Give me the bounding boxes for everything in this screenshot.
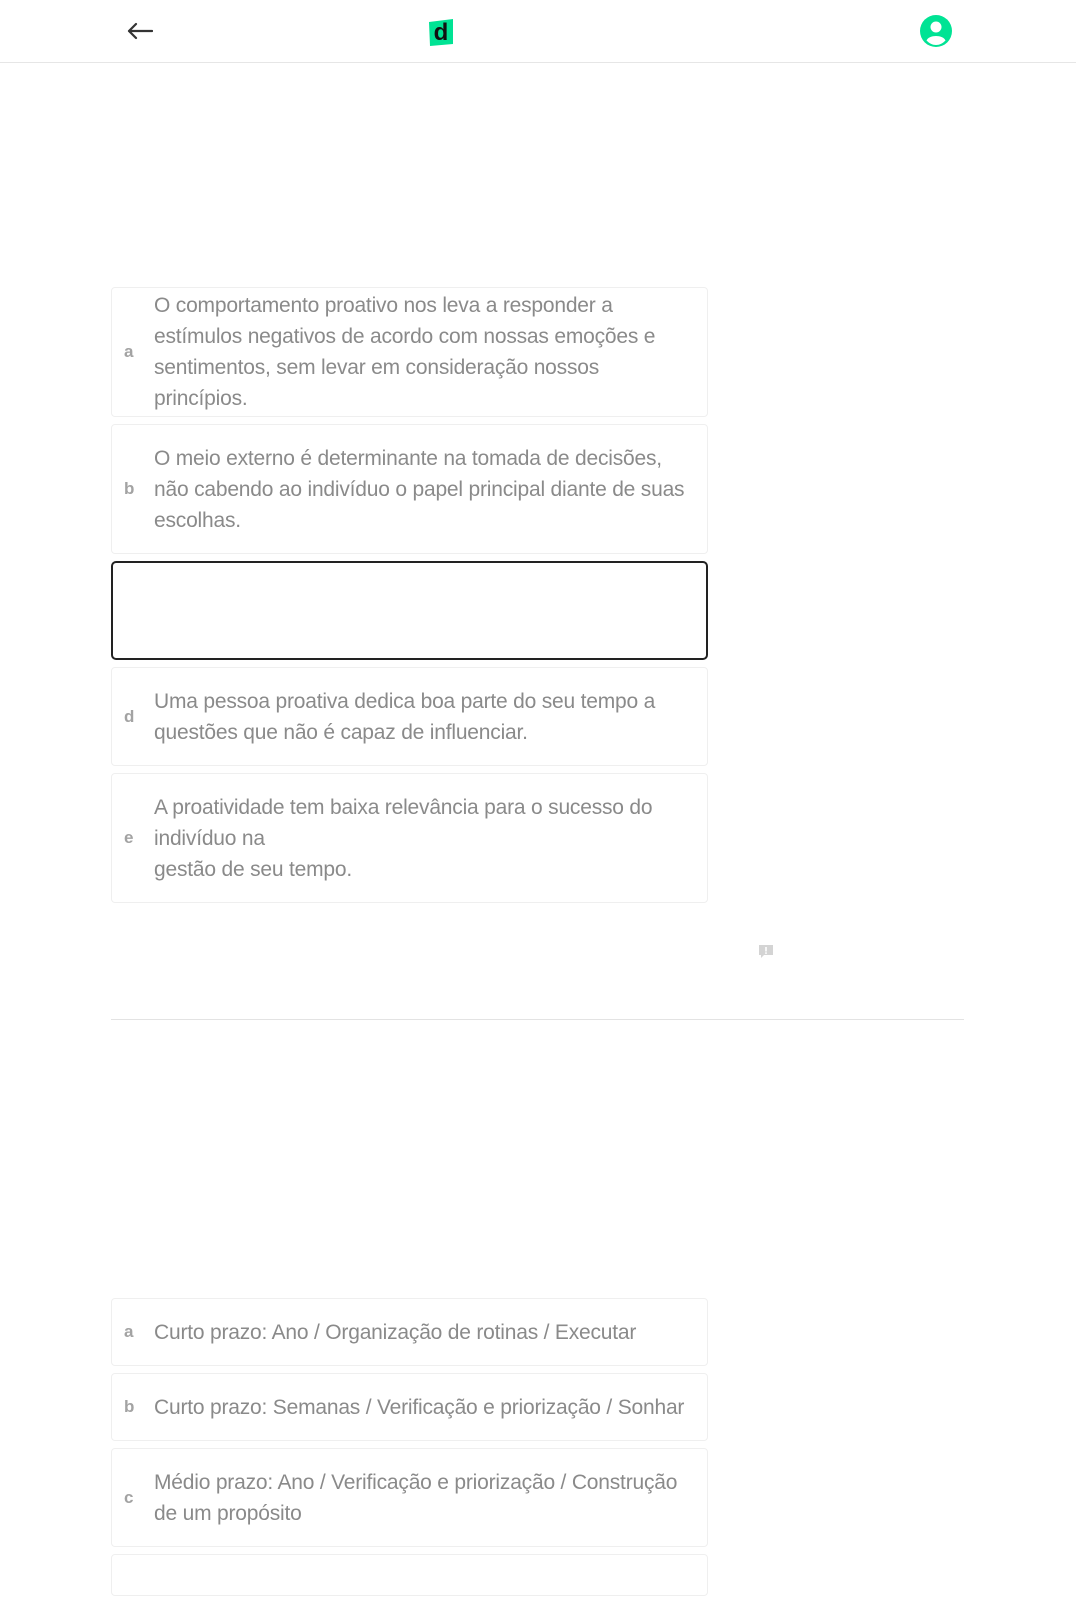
option-a[interactable] [111, 1298, 708, 1366]
back-button[interactable] [124, 16, 156, 46]
option-text: Uma pessoa proativa dedica boa parte do seu tempo a questões que não é capaz de influenciar. [154, 689, 656, 744]
option-text: Curto prazo: Ano / Organização de rotinas / Executar [154, 1320, 637, 1344]
option-text: O comportamento proativo nos leva a responder a estímulos negativos de acordo com nossas emoções e sentimentos, sem levar em consideração nossos princípios. [154, 294, 656, 410]
report-flag-icon [758, 944, 774, 960]
option-letter: d [124, 706, 135, 726]
option-c[interactable] [111, 1448, 708, 1547]
option-letter: a [124, 342, 134, 361]
option-letter: b [124, 1397, 135, 1416]
option-letter: a [124, 1322, 134, 1341]
question-2-options [111, 1298, 708, 1603]
option-e[interactable] [111, 773, 708, 903]
option-b[interactable] [111, 1373, 708, 1441]
option-letter: e [124, 828, 134, 847]
option-text: O meio externo é determinante na tomada de decisões, não cabendo ao indivíduo o papel principal diante de suas escolhas. [154, 446, 685, 532]
top-header [0, 0, 1076, 63]
svg-text:d: d [433, 19, 449, 46]
user-circle-icon [919, 14, 953, 48]
question-1-options [111, 287, 708, 910]
brand-logo[interactable] [427, 17, 455, 47]
report-button[interactable] [758, 944, 774, 960]
user-account-button[interactable] [919, 14, 953, 48]
brand-logo-icon [427, 17, 455, 47]
option-d[interactable] [111, 667, 708, 766]
option-text: A proatividade tem baixa relevância para o sucesso do indivíduo na gestão de seu tempo. [154, 795, 653, 881]
arrow-left-icon [127, 22, 153, 40]
option-letter: b [124, 479, 135, 498]
option-b[interactable] [111, 424, 708, 554]
option-text: Médio prazo: Ano / Verificação e priorização / Construção de um propósito [154, 1470, 678, 1525]
option-letter: c [124, 1487, 134, 1507]
option-text: Curto prazo: Semanas / Verificação e priorização / Sonhar [154, 1395, 685, 1419]
section-divider [111, 1019, 964, 1020]
option-d-partial[interactable] [111, 1554, 708, 1596]
option-a[interactable] [111, 287, 708, 417]
option-c-selected[interactable] [111, 561, 708, 660]
